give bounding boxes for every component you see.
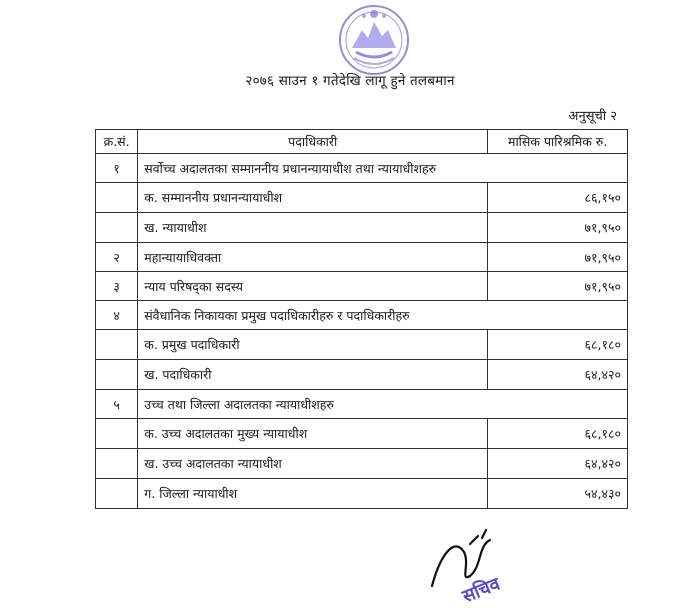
salary-amount: ६४,४२० (488, 360, 628, 390)
salary-amount: ७१,९५० (488, 243, 628, 272)
official-title: ग. जिल्ला न्यायाधीश (138, 479, 488, 509)
row-serial: २ (96, 243, 138, 272)
salary-amount: ८६,१५० (488, 183, 628, 213)
row-serial: ५ (96, 390, 138, 419)
category-title: सर्वोच्च अदालतका सम्माननीय प्रधानन्यायाधीश तथा न्यायाधीशहरु (138, 154, 628, 183)
schedule-label: अनुसूची २ (568, 109, 617, 124)
official-title: महान्यायाधिवक्ता (138, 243, 488, 272)
row-serial: ४ (96, 301, 138, 330)
official-title: ख. उच्च अदालतका न्यायाधीश (138, 449, 488, 479)
table-row (96, 272, 628, 301)
salary-amount: ६८,१८० (488, 419, 628, 449)
salary-amount: ६८,१८० (488, 330, 628, 360)
table-row (96, 419, 628, 449)
document-heading: २०७६ साउन १ गतेदेखि लागू हुने तलबमान (245, 73, 455, 89)
salary-amount: ५४,४३० (488, 479, 628, 509)
row-serial: ३ (96, 272, 138, 301)
salary-amount: ६४,४२० (488, 449, 628, 479)
header-official: पदाधिकारी (138, 130, 488, 154)
table-header-row (96, 130, 628, 154)
table-row (96, 479, 628, 509)
row-serial (96, 330, 138, 360)
salary-amount: ७१,९५० (488, 213, 628, 243)
salary-amount: ७१,९५० (488, 272, 628, 301)
official-title: न्याय परिषद्का सदस्य (138, 272, 488, 301)
official-title: क. सम्माननीय प्रधानन्यायाधीश (138, 183, 488, 213)
official-title: क. उच्च अदालतका मुख्य न्यायाधीश (138, 419, 488, 449)
table-row (96, 330, 628, 360)
row-serial (96, 479, 138, 509)
row-serial (96, 419, 138, 449)
row-serial: १ (96, 154, 138, 183)
official-title: ख. न्यायाधीश (138, 213, 488, 243)
table-row (96, 243, 628, 272)
row-serial (96, 183, 138, 213)
table-row (96, 449, 628, 479)
table-row (96, 183, 628, 213)
header-serial-number: क्र.सं. (96, 130, 138, 154)
table-row (96, 360, 628, 390)
category-title: उच्च तथा जिल्ला अदालतका न्यायाधीशहरु (138, 390, 628, 419)
secretary-stamp: सचिव (459, 573, 504, 608)
row-serial (96, 360, 138, 390)
category-title: संवैधानिक निकायका प्रमुख पदाधिकारीहरु र पदाधिकारीहरु (138, 301, 628, 330)
official-title: ख. पदाधिकारी (138, 360, 488, 390)
table-row (96, 301, 628, 330)
table-row (96, 213, 628, 243)
salary-table (95, 129, 628, 509)
row-serial (96, 213, 138, 243)
table-row (96, 390, 628, 419)
header-monthly-salary: मासिक पारिश्रमिक रु. (488, 130, 628, 154)
official-title: क. प्रमुख पदाधिकारी (138, 330, 488, 360)
row-serial (96, 449, 138, 479)
table-row (96, 154, 628, 183)
